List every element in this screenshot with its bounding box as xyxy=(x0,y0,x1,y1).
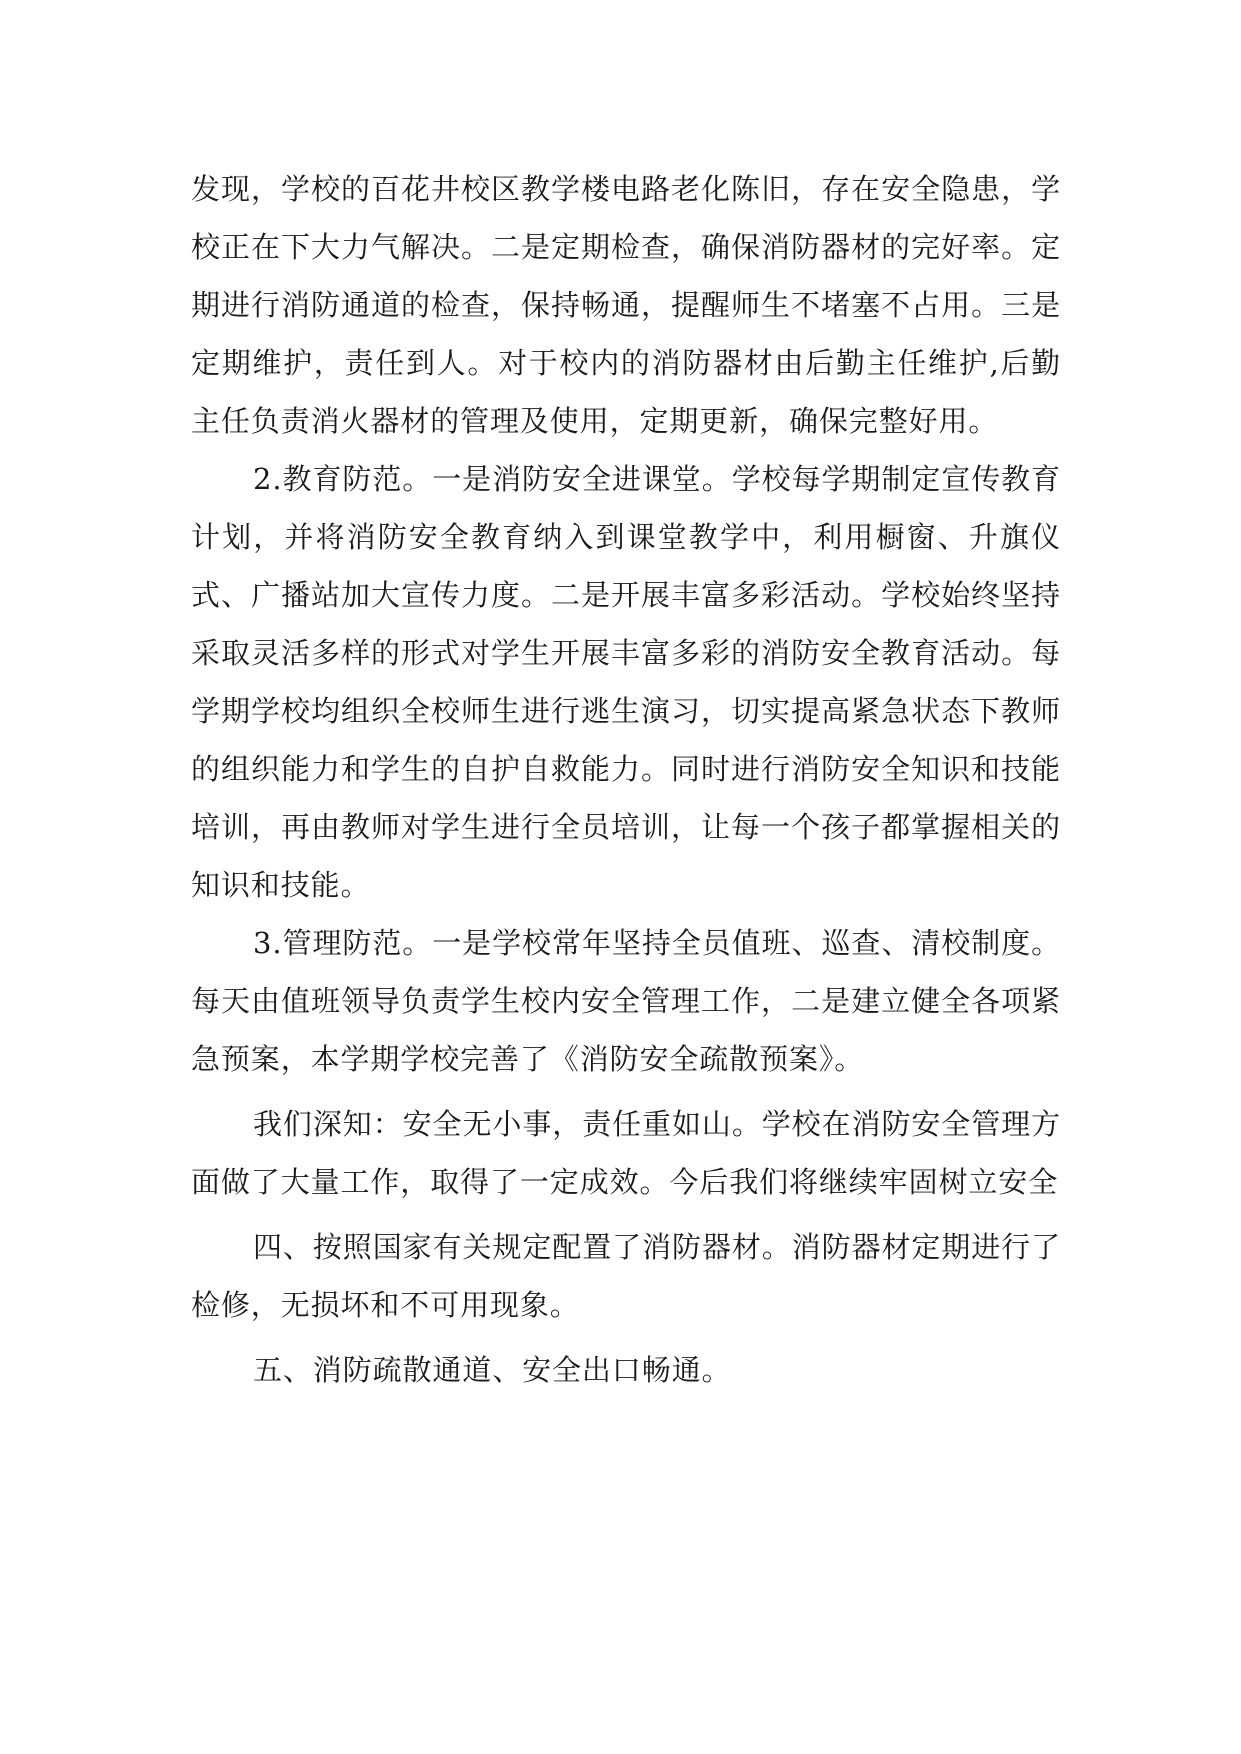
paragraph-continued: 发现，学校的百花井校区教学楼电路老化陈旧，存在安全隐患，学校正在下大力气解决。二是定期检查，确保消防器材的完好率。定期进行消防通道的检查，保持畅通，提醒师生不堵塞不占用。三是定期维护，责任到人。对于校内的消防器材由后勤主任维护,后勤主任负责消火器材的管理及使用，定期更新，确保完整好用。 xyxy=(191,172,1061,438)
paragraph-education-prevention: 2.教育防范。一是消防安全进课堂。学校每学期制定宣传教育计划，并将消防安全教育纳入到课堂教学中，利用橱窗、升旗仪式、广播站加大宣传力度。二是开展丰富多彩活动。学校始终坚持采取灵活多样的形式对学生开展丰富多彩的消防安全教育活动。每学期学校均组织全校师生进行逃生演习，切实提高紧急状态下教师的组织能力和学生的自护自救能力。同时进行消防安全知识和技能培训，再由教师对学生进行全员培训，让每一个孩子都掌握相关的知识和技能。 xyxy=(191,462,1061,902)
paragraph-conclusion: 我们深知：安全无小事，责任重如山。学校在消防安全管理方面做了大量工作，取得了一定成效。今后我们将继续牢固树立安全 xyxy=(191,1107,1061,1199)
paragraph-management-prevention: 3.管理防范。一是学校常年坚持全员值班、巡查、清校制度。每天由值班领导负责学生校内安全管理工作，二是建立健全各项紧急预案，本学期学校完善了《消防安全疏散预案》。 xyxy=(191,926,1061,1076)
paragraph-item-five: 五、消防疏散通道、安全出口畅通。 xyxy=(253,1353,732,1387)
paragraph-item-four: 四、按照国家有关规定配置了消防器材。消防器材定期进行了检修，无损坏和不可用现象。 xyxy=(191,1230,1061,1322)
document-body xyxy=(191,160,1061,1399)
